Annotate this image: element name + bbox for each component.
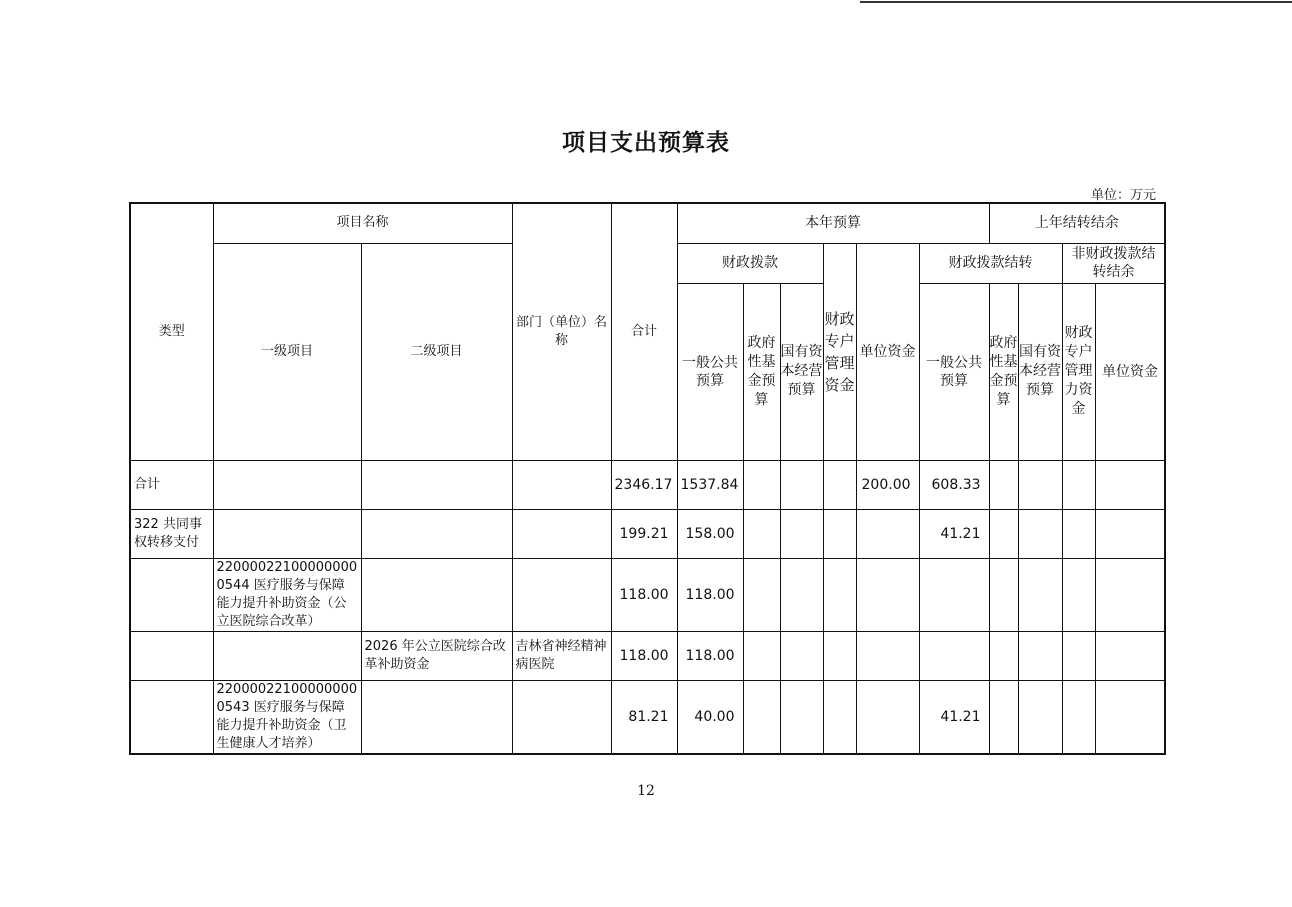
cell-dept bbox=[512, 509, 611, 558]
cell-gov-fund bbox=[743, 558, 780, 631]
cell-state-capital bbox=[780, 558, 823, 631]
header-type: 类型 bbox=[130, 203, 213, 460]
header-fiscal-special: 财政专户管理资金 bbox=[823, 243, 856, 460]
cell-level2 bbox=[361, 509, 512, 558]
cell-general-public: 40.00 bbox=[677, 680, 743, 754]
cell-dept bbox=[512, 460, 611, 509]
table-row bbox=[130, 460, 1165, 509]
cell-ly-state-capital bbox=[1018, 558, 1062, 631]
cell-total: 2346.17 bbox=[611, 460, 677, 509]
cell-type bbox=[130, 631, 213, 680]
cell-fiscal-special bbox=[823, 680, 856, 754]
cell-ly-general-public: 41.21 bbox=[919, 680, 989, 754]
cell-ly-general-public: 41.21 bbox=[919, 509, 989, 558]
unit-label: 单位：万元 bbox=[1090, 188, 1156, 203]
cell-type bbox=[130, 680, 213, 754]
header-fiscal-alloc: 财政拨款 bbox=[677, 243, 823, 283]
cell-state-capital bbox=[780, 631, 823, 680]
cell-dept bbox=[512, 558, 611, 631]
table-row bbox=[130, 631, 1165, 680]
cell-ly-state-capital bbox=[1018, 460, 1062, 509]
cell-gov-fund bbox=[743, 631, 780, 680]
cell-ly-general-public bbox=[919, 631, 989, 680]
header-this-year: 本年预算 bbox=[677, 203, 989, 243]
header-ly-state-capital: 国有资本经营预算 bbox=[1018, 283, 1062, 460]
cell-dept bbox=[512, 680, 611, 754]
cell-unit-funds: 200.00 bbox=[856, 460, 919, 509]
cell-ly-unit-funds bbox=[1095, 509, 1165, 558]
cell-ly-unit-funds bbox=[1095, 460, 1165, 509]
cell-ly-fiscal-special bbox=[1062, 631, 1095, 680]
cell-fiscal-special bbox=[823, 631, 856, 680]
cell-unit-funds bbox=[856, 509, 919, 558]
cell-ly-fiscal-special bbox=[1062, 680, 1095, 754]
cell-ly-general-public: 608.33 bbox=[919, 460, 989, 509]
header-dept: 部门（单位）名称 bbox=[512, 203, 611, 460]
cell-ly-unit-funds bbox=[1095, 680, 1165, 754]
cell-ly-gov-fund bbox=[989, 680, 1018, 754]
cell-level2: 2026 年公立医院综合改革补助资金 bbox=[361, 631, 512, 680]
cell-ly-fiscal-special bbox=[1062, 509, 1095, 558]
cell-fiscal-special bbox=[823, 460, 856, 509]
header-unit-funds: 单位资金 bbox=[856, 243, 919, 460]
cell-gov-fund bbox=[743, 509, 780, 558]
header-ly-fiscal-special: 财政专户管理力资金 bbox=[1062, 283, 1095, 460]
cell-general-public: 1537.84 bbox=[677, 460, 743, 509]
cell-ly-unit-funds bbox=[1095, 631, 1165, 680]
page-number: 12 bbox=[637, 783, 655, 799]
top-rule bbox=[860, 1, 1292, 3]
header-ly-gov-fund: 政府性基金预算 bbox=[989, 283, 1018, 460]
cell-level1 bbox=[213, 631, 361, 680]
cell-ly-gov-fund bbox=[989, 558, 1018, 631]
header-project-name: 项目名称 bbox=[213, 203, 512, 243]
cell-ly-state-capital bbox=[1018, 509, 1062, 558]
cell-fiscal-special bbox=[823, 509, 856, 558]
cell-ly-gov-fund bbox=[989, 509, 1018, 558]
cell-ly-gov-fund bbox=[989, 631, 1018, 680]
header-ly-unit-funds: 单位资金 bbox=[1095, 283, 1165, 460]
cell-level1: 220000221000000000543 医疗服务与保障能力提升补助资金（卫生健康人才培养） bbox=[213, 680, 361, 754]
budget-table bbox=[129, 202, 1166, 755]
header-ly-general-public: 一般公共预算 bbox=[919, 283, 989, 460]
cell-unit-funds bbox=[856, 680, 919, 754]
header-general-public: 一般公共预算 bbox=[677, 283, 743, 460]
header-row-1 bbox=[130, 203, 1165, 243]
cell-general-public: 118.00 bbox=[677, 558, 743, 631]
cell-level1: 220000221000000000544 医疗服务与保障能力提升补助资金（公立医院综合改革） bbox=[213, 558, 361, 631]
header-level2: 二级项目 bbox=[361, 243, 512, 460]
cell-state-capital bbox=[780, 460, 823, 509]
cell-unit-funds bbox=[856, 631, 919, 680]
header-total: 合计 bbox=[611, 203, 677, 460]
cell-type: 322 共同事权转移支付 bbox=[130, 509, 213, 558]
header-last-year: 上年结转结余 bbox=[989, 203, 1165, 243]
cell-level1 bbox=[213, 509, 361, 558]
cell-total: 81.21 bbox=[611, 680, 677, 754]
header-nonfiscal-carry: 非财政拨款结转结余 bbox=[1062, 243, 1165, 283]
cell-ly-fiscal-special bbox=[1062, 558, 1095, 631]
cell-level2 bbox=[361, 558, 512, 631]
header-fiscal-carry: 财政拨款结转 bbox=[919, 243, 1062, 283]
cell-total: 199.21 bbox=[611, 509, 677, 558]
header-gov-fund: 政府性基金预算 bbox=[743, 283, 780, 460]
cell-state-capital bbox=[780, 680, 823, 754]
cell-ly-unit-funds bbox=[1095, 558, 1165, 631]
cell-total: 118.00 bbox=[611, 558, 677, 631]
cell-ly-state-capital bbox=[1018, 631, 1062, 680]
table-row bbox=[130, 509, 1165, 558]
cell-level2 bbox=[361, 460, 512, 509]
cell-general-public: 158.00 bbox=[677, 509, 743, 558]
cell-ly-general-public bbox=[919, 558, 989, 631]
page-title: 项目支出预算表 bbox=[562, 130, 730, 156]
table-row bbox=[130, 558, 1165, 631]
cell-ly-gov-fund bbox=[989, 460, 1018, 509]
cell-ly-state-capital bbox=[1018, 680, 1062, 754]
cell-type: 合计 bbox=[130, 460, 213, 509]
cell-total: 118.00 bbox=[611, 631, 677, 680]
cell-general-public: 118.00 bbox=[677, 631, 743, 680]
table-row bbox=[130, 680, 1165, 754]
cell-level1 bbox=[213, 460, 361, 509]
cell-state-capital bbox=[780, 509, 823, 558]
cell-dept: 吉林省神经精神病医院 bbox=[512, 631, 611, 680]
cell-type bbox=[130, 558, 213, 631]
cell-ly-fiscal-special bbox=[1062, 460, 1095, 509]
cell-unit-funds bbox=[856, 558, 919, 631]
header-state-capital: 国有资本经营预算 bbox=[780, 283, 823, 460]
cell-level2 bbox=[361, 680, 512, 754]
cell-gov-fund bbox=[743, 460, 780, 509]
header-level1: 一级项目 bbox=[213, 243, 361, 460]
cell-fiscal-special bbox=[823, 558, 856, 631]
cell-gov-fund bbox=[743, 680, 780, 754]
